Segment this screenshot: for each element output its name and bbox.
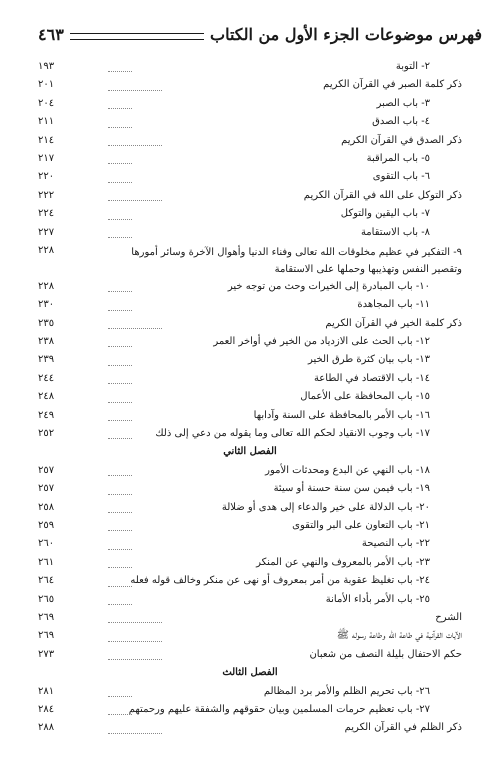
toc-entry bbox=[38, 535, 462, 553]
toc-entry-page: ٢٦٩ bbox=[38, 630, 55, 642]
toc-entry bbox=[38, 150, 462, 168]
toc-entry-title: ذكر الصدق في القرآن الكريم bbox=[341, 134, 462, 146]
leader-dots bbox=[108, 420, 132, 421]
toc-entry-title: ٨- باب الاستقامة bbox=[360, 226, 430, 238]
toc-entry-page: ٢٢٤ bbox=[38, 208, 55, 220]
toc-entry-title: ذكر التوكل على الله في القرآن الكريم bbox=[303, 189, 462, 201]
leader-dots bbox=[108, 108, 132, 109]
toc-entry-page: ٢٨٤ bbox=[38, 703, 55, 715]
leader-dots bbox=[108, 71, 132, 72]
toc-entry-page: ٢٣٥ bbox=[38, 317, 55, 329]
page-header bbox=[38, 20, 482, 48]
toc-entry-title: ٤- باب الصدق bbox=[372, 116, 430, 128]
toc-entry-page: ٢٦٠ bbox=[38, 538, 55, 550]
toc-entry bbox=[38, 517, 462, 535]
toc-entry-page: ٢٨٨ bbox=[38, 722, 55, 734]
toc-entry-page: ٢١١ bbox=[38, 116, 55, 128]
leader-dots bbox=[108, 604, 132, 605]
leader-dots bbox=[108, 291, 132, 292]
toc-entry bbox=[38, 242, 462, 278]
leader-dots bbox=[108, 237, 132, 238]
toc-entry bbox=[38, 425, 462, 443]
toc-entry-title: ذكر الظلم في القرآن الكريم bbox=[344, 722, 462, 734]
leader-dots bbox=[108, 475, 132, 476]
toc-entry-page: ٢٣٩ bbox=[38, 354, 55, 366]
leader-dots bbox=[108, 90, 162, 91]
leader-dots bbox=[108, 163, 132, 164]
toc-entry-title: ١٧- باب وجوب الانقياد لحكم الله تعالى وما يقوله من دعي إلى ذلك bbox=[155, 428, 430, 440]
toc-entry-page: ٢٥٧ bbox=[38, 464, 55, 476]
toc-entry bbox=[38, 187, 462, 205]
toc-entry bbox=[38, 480, 462, 498]
leader-dots bbox=[108, 346, 132, 347]
leader-dots bbox=[108, 328, 162, 329]
toc-entry bbox=[38, 388, 462, 406]
toc-entry-title: ٢٥- باب الأمر بأداء الأمانة bbox=[325, 593, 430, 605]
toc-entry-page: ٢٥٧ bbox=[38, 483, 55, 495]
leader-dots bbox=[108, 659, 162, 660]
toc-entry-page: ٢٥٩ bbox=[38, 519, 55, 531]
toc-entry bbox=[38, 719, 462, 737]
toc-entry bbox=[38, 683, 462, 701]
toc-entry-page: ٢٦١ bbox=[38, 556, 55, 568]
toc-entry-title: ١٥- باب المحافظة على الأعمال bbox=[300, 391, 430, 403]
toc-entry bbox=[38, 278, 462, 296]
toc-entry bbox=[38, 315, 462, 333]
toc-entry-page: ٢٤٨ bbox=[38, 391, 55, 403]
toc-entry bbox=[38, 168, 462, 186]
toc-entry bbox=[38, 701, 462, 719]
toc-entry-page: ٢٦٤ bbox=[38, 575, 55, 587]
leader-dots bbox=[108, 365, 132, 366]
leader-dots bbox=[108, 622, 162, 623]
toc-entry-title: ٥- باب المراقبة bbox=[366, 152, 430, 164]
toc-entry bbox=[38, 407, 462, 425]
toc-entry-title: ١٦- باب الأمر بالمحافظة على السنة وآدابها bbox=[253, 409, 430, 421]
toc-entry bbox=[38, 591, 462, 609]
leader-dots bbox=[108, 438, 132, 439]
toc-entry-page: ٢٦٥ bbox=[38, 593, 55, 605]
toc-entry bbox=[38, 296, 462, 314]
toc-entry-title: ٣- باب الصبر bbox=[376, 97, 430, 109]
leader-dots bbox=[108, 494, 132, 495]
toc-entry-title: ٢٦- باب تحريم الظلم والأمر برد المظالم bbox=[263, 685, 430, 697]
toc-entry-page: ٢٢٨ bbox=[38, 280, 55, 292]
toc-entry bbox=[38, 646, 462, 664]
leader-dots bbox=[108, 567, 132, 568]
toc-entry bbox=[38, 499, 462, 517]
toc-entry-page: ٢٠٤ bbox=[38, 97, 55, 109]
leader-dots bbox=[108, 402, 132, 403]
leader-dots bbox=[108, 310, 132, 311]
toc-entry-title: ٧- باب اليقين والتوكل bbox=[340, 208, 430, 220]
leader-dots bbox=[108, 530, 132, 531]
toc-entry-page: ٢٠١ bbox=[38, 79, 55, 91]
leader-dots bbox=[108, 383, 132, 384]
toc-entry-page: ١٩٣ bbox=[38, 61, 55, 72]
leader-dots bbox=[108, 512, 132, 513]
toc-entry bbox=[38, 58, 462, 76]
leader-dots bbox=[108, 145, 162, 146]
toc-entry-title: ذكر كلمة الخير في القرآن الكريم bbox=[325, 317, 462, 329]
leader-dots bbox=[108, 182, 132, 183]
toc-entry-title: ١٣- باب بيان كثرة طرق الخير bbox=[307, 354, 430, 366]
toc-entry-title: حكم الاحتفال بليلة النصف من شعبان bbox=[309, 648, 462, 660]
toc-entry bbox=[38, 132, 462, 150]
toc-entry bbox=[38, 554, 462, 572]
toc-entry-title: ١٢- باب الحث على الازدياد من الخير في أواخر العمر bbox=[213, 336, 430, 348]
section-heading bbox=[38, 443, 462, 461]
toc-entry bbox=[38, 205, 462, 223]
leader-dots bbox=[108, 696, 132, 697]
toc-entry-page: ٢٨١ bbox=[38, 685, 55, 697]
toc-entry-title: ١١- باب المجاهدة bbox=[357, 299, 430, 311]
toc-entry bbox=[38, 95, 462, 113]
toc-entry-title: الفصل الثالث bbox=[222, 667, 278, 679]
toc-entry-page: ٢١٤ bbox=[38, 134, 55, 146]
toc-entry-title: ٢٢- باب النصيحة bbox=[361, 538, 430, 550]
toc-list bbox=[38, 58, 462, 738]
toc-entry-title: ١٠- باب المبادرة إلى الخيرات وحث من توجه خير bbox=[227, 280, 430, 292]
leader-dots bbox=[108, 127, 132, 128]
leader-dots bbox=[108, 200, 162, 201]
toc-entry-page: ٢٦٩ bbox=[38, 611, 55, 623]
header-rule bbox=[70, 33, 204, 40]
page-title: فهرس موضوعات الجزء الأول من الكتاب bbox=[210, 24, 482, 44]
toc-entry-title: ١٩- باب فيمن سن سنة حسنة أو سيئة bbox=[273, 483, 430, 495]
leader-dots bbox=[108, 586, 132, 587]
toc-entry-page: ٢٤٩ bbox=[38, 409, 55, 421]
page-number: ٤٦٣ bbox=[38, 24, 64, 44]
toc-entry bbox=[38, 76, 462, 94]
toc-entry-title: ٦- باب التقوى bbox=[372, 171, 430, 183]
toc-entry-title: ٢١- باب التعاون على البر والتقوى bbox=[292, 519, 430, 531]
section-heading bbox=[38, 664, 462, 682]
toc-entry-title: ٩- التفكير في عظيم مخلوقات الله تعالى وفناء الدنيا وأهوال الآخرة وسائر أمورها وتقصير النفس وتهذيبها وحملها على الاستقامة bbox=[131, 246, 462, 275]
toc-entry bbox=[38, 351, 462, 369]
toc-entry-page: ٢٣٨ bbox=[38, 336, 55, 348]
toc-entry-page: ٢٤٤ bbox=[38, 372, 55, 384]
toc-entry-page: ٢٥٢ bbox=[38, 428, 55, 440]
toc-entry bbox=[38, 609, 462, 627]
toc-entry bbox=[38, 113, 462, 131]
toc-entry-title: ٢٧- باب تعظيم حرمات المسلمين وبيان حقوقهم والشفقة عليهم ورحمتهم bbox=[128, 703, 430, 715]
toc-entry-title: الشرح bbox=[435, 611, 462, 623]
leader-dots bbox=[108, 714, 132, 715]
toc-entry-page: ٢٢٢ bbox=[38, 189, 55, 201]
leader-dots bbox=[108, 219, 132, 220]
toc-entry bbox=[38, 627, 462, 645]
toc-entry-page: ٢٢٧ bbox=[38, 226, 55, 238]
toc-entry-page: ٢٢٠ bbox=[38, 171, 55, 183]
leader-dots bbox=[108, 641, 162, 642]
toc-entry-title: ١٨- باب النهي عن البدع ومحدثات الأمور bbox=[265, 464, 430, 476]
toc-entry bbox=[38, 224, 462, 242]
toc-entry bbox=[38, 572, 462, 590]
toc-entry-page: ٢٥٨ bbox=[38, 501, 55, 513]
toc-entry-page: ٢٣٠ bbox=[38, 299, 55, 311]
toc-entry-page: ٢٧٣ bbox=[38, 648, 55, 660]
toc-entry bbox=[38, 462, 462, 480]
leader-dots bbox=[108, 549, 132, 550]
toc-entry-title: الفصل الثاني bbox=[223, 446, 277, 458]
toc-entry-title: ١٤- باب الاقتصاد في الطاعة bbox=[313, 372, 430, 384]
toc-entry-title: ٢- التوبة bbox=[395, 61, 430, 72]
toc-entry-title: ٢٤- باب تغليظ عقوبة من أمر بمعروف أو نهى عن منكر وخالف قوله فعله bbox=[130, 575, 430, 587]
toc-entry bbox=[38, 333, 462, 351]
toc-entry-title: الآيات القرآنية في طاعة الله وطاعة رسوله ﷺ bbox=[336, 630, 462, 642]
toc-entry-title: ذكر كلمة الصبر في القرآن الكريم bbox=[323, 79, 462, 91]
toc-entry-page: ٢٢٨ bbox=[38, 244, 55, 256]
leader-dots bbox=[108, 733, 162, 734]
toc-entry-title: ٢٣- باب الأمر بالمعروف والنهي عن المنكر bbox=[256, 556, 430, 568]
toc-entry-title: ٢٠- باب الدلالة على خير والدعاء إلى هدى أو ضلالة bbox=[221, 501, 430, 513]
toc-entry bbox=[38, 370, 462, 388]
toc-entry-page: ٢١٧ bbox=[38, 152, 55, 164]
